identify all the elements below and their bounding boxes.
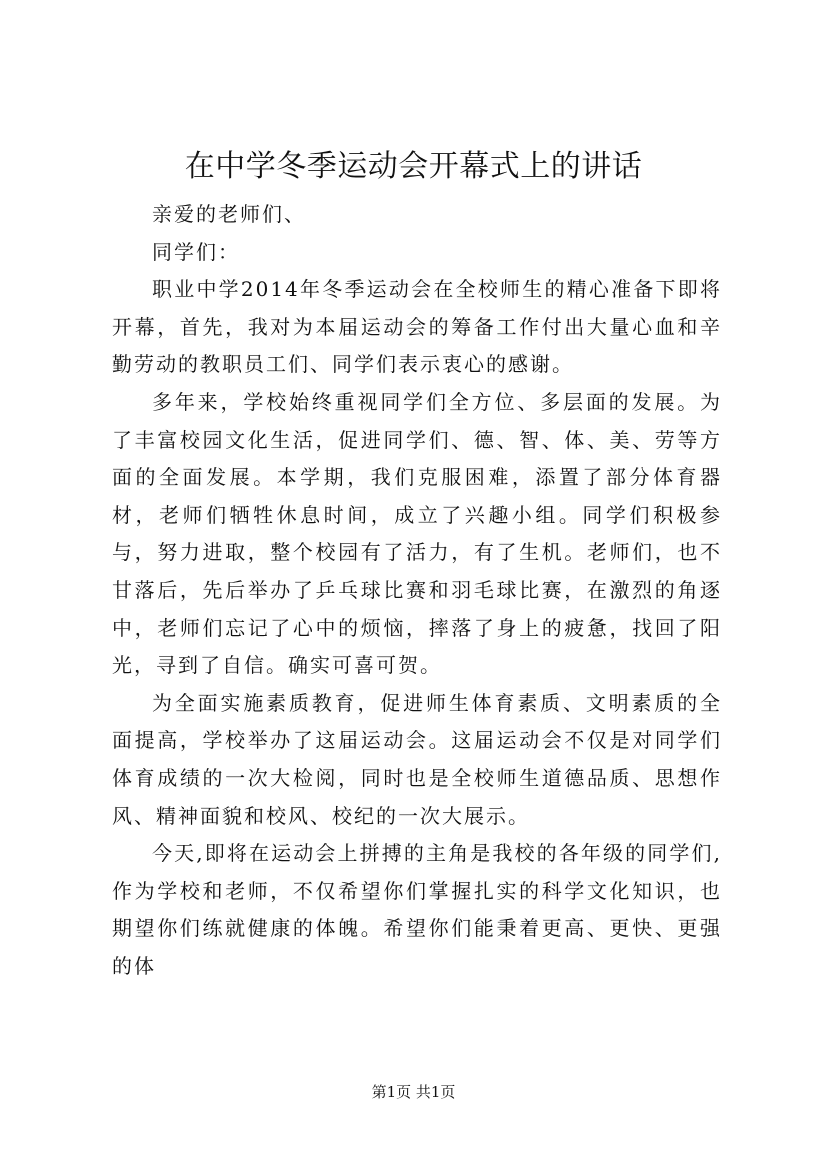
page-number-footer: 第1页 共1页 [371,1083,456,1101]
paragraph: 为全面实施素质教育，促进师生体育素质、文明素质的全面提高，学校举办了这届运动会。这届运动会不仅是对同学们体育成绩的一次大检阅，同时也是全校师生道德品质、思想作风、精神面貌和校风、校纪的一次大展示。 [112,690,722,828]
paragraph: 今天,即将在运动会上拼搏的主角是我校的各年级的同学们,作为学校和老师，不仅希望你们掌握扎实的科学文化知识，也期望你们练就健康的体魄。希望你们能秉着更高、更快、更强的体 [112,841,722,978]
paragraph: 职业中学2014年冬季运动会在全校师生的精心准备下即将开幕，首先，我对为本届运动会的筹备工作付出大量心血和辛勤劳动的教职员工们、同学们表示衷心的感谢。 [112,277,722,377]
salutation-line: 同学们： [152,239,240,264]
paragraph: 多年来，学校始终重视同学们全方位、多层面的发展。为了丰富校园文化生活，促进同学们、德、智、体、美、劳等方面的全面发展。本学期，我们克服困难，添置了部分体育器材，老师们牺牲休息时间，成立了兴趣小组。同学们积极参与，努力进取，整个校园有了活力，有了生机。老师们，也不甘落后，先后举办了乒乓球比赛和羽毛球比赛，在激烈的角逐中，老师们忘记了心中的烦恼，摔落了身上的疲惫，找回了阳光，寻到了自信。确实可喜可贺。 [112,389,722,678]
salutation-line: 亲爱的老师们、 [152,202,306,226]
speech-body [112,196,722,985]
document-title: 在中学冬季运动会开幕式上的讲话 [184,149,643,184]
